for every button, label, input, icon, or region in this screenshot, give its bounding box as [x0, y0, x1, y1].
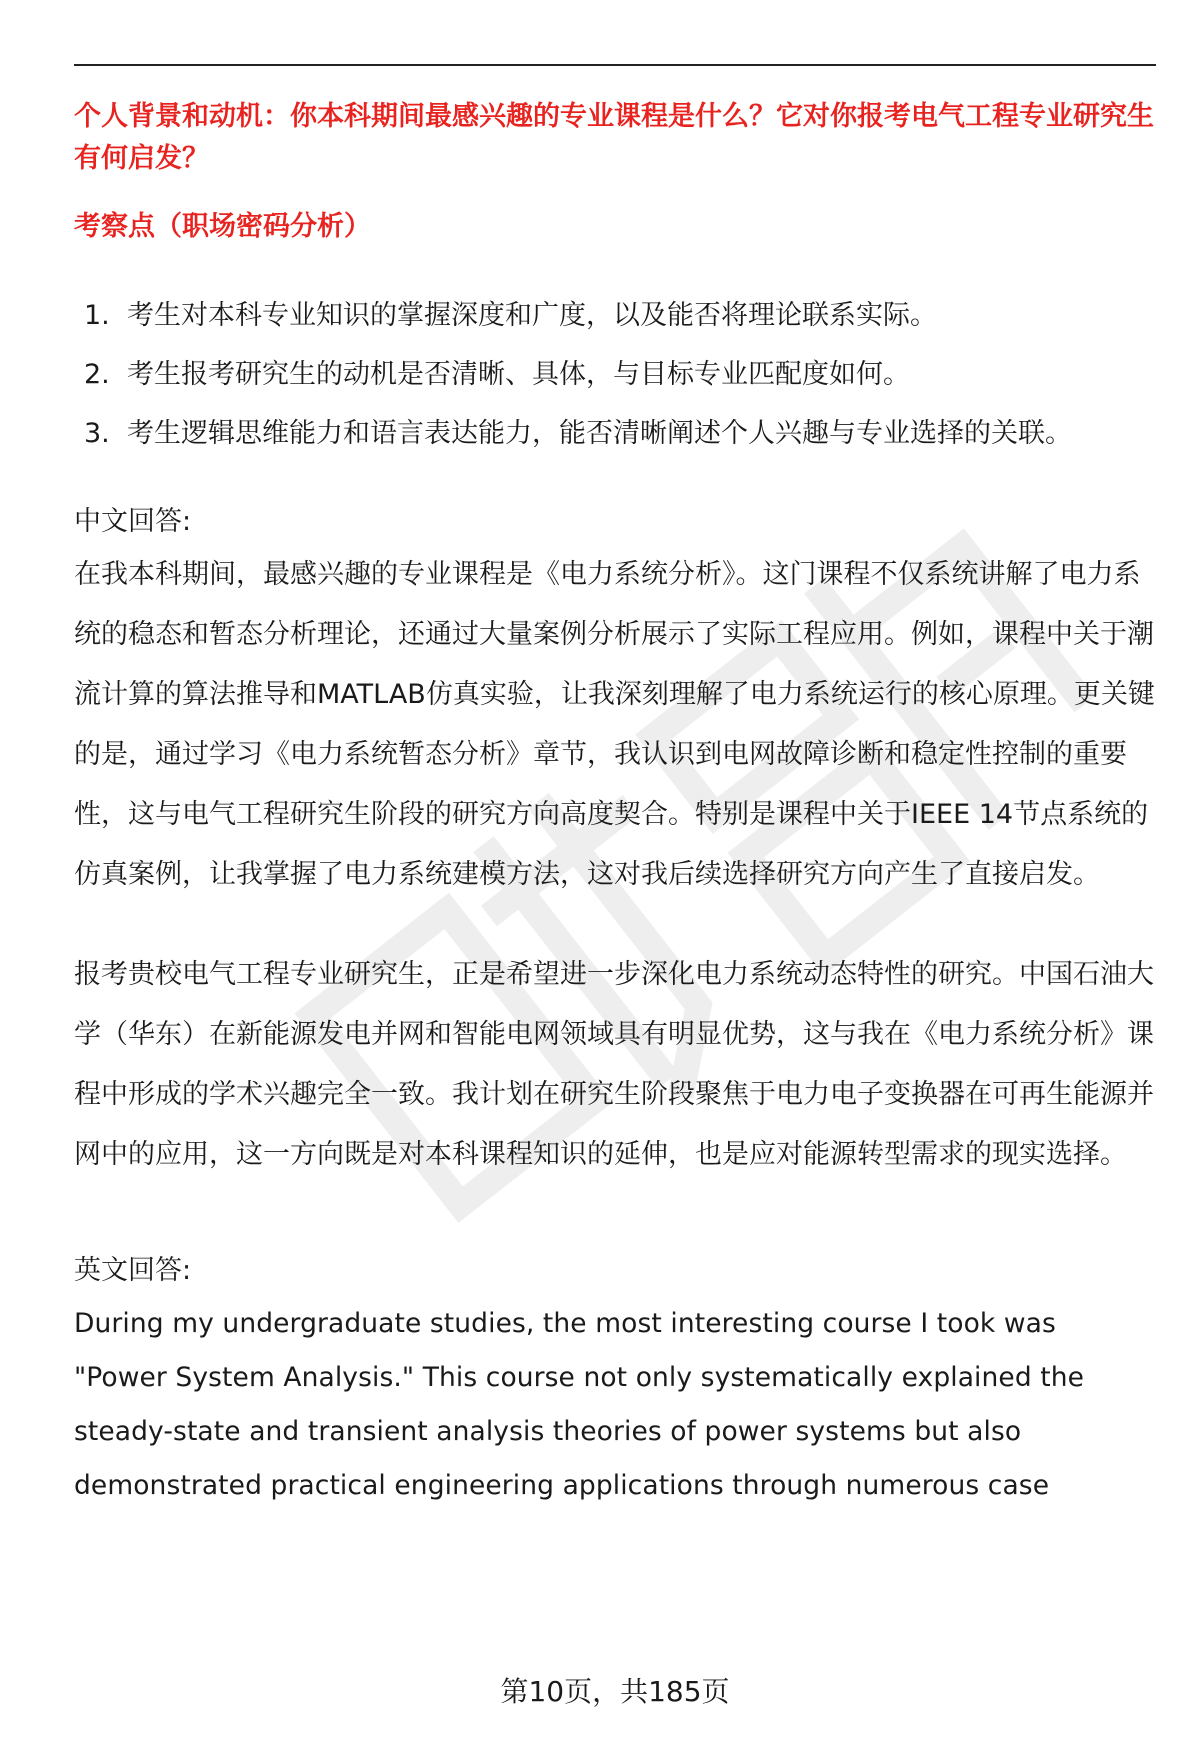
assessment-heading: 考察点（职场密码分析）: [74, 211, 371, 242]
page-number: 第10页，共185页: [500, 1675, 730, 1708]
list-item-number: 1.: [84, 300, 110, 331]
chinese-answer-paragraph-1: 在我本科期间，最感兴趣的专业课程是《电力系统分析》。这门课程不仅系统讲解了电力系统的稳态和暂态分析理论，还通过大量案例分析展示了实际工程应用。例如，课程中关于潮流计算的算法推导和MATLAB仿真实验，让我深刻理解了电力系统运行的核心原理。更关键的是，通过学习《电力系统暂态分析》章节，我认识到电网故障诊断和稳定性控制的重要性，这与电气工程研究生阶段的研究方向高度契合。特别是课程中关于IEEE 14节点系统的仿真案例，让我掌握了电力系统建模方法，这对我后续选择研究方向产生了直接启发。: [74, 559, 1155, 890]
list-item-number: 3.: [84, 418, 110, 449]
chinese-answer-paragraph-2: 报考贵校电气工程专业研究生，正是希望进一步深化电力系统动态特性的研究。中国石油大学（华东）在新能源发电并网和智能电网领域具有明显优势，这与我在《电力系统分析》课程中形成的学术兴趣完全一致。我计划在研究生阶段聚焦于电力电子变换器在可再生能源并网中的应用，这一方向既是对本科课程知识的延伸，也是应对能源转型需求的现实选择。: [74, 959, 1154, 1170]
list-item: [74, 286, 1156, 345]
list-item: [74, 404, 1156, 463]
list-item-number: 2.: [84, 359, 110, 390]
english-answer-line-2: "Power System Analysis." This course not only systematically explained the: [74, 1362, 1085, 1393]
english-answer-line-1: During my undergraduate studies, the most interesting course I took was: [74, 1308, 1056, 1339]
document-page: [74, 0, 1156, 1755]
english-answer-label: 英文回答:: [74, 1255, 192, 1286]
question-title: 个人背景和动机：你本科期间最感兴趣的专业课程是什么？它对你报考电气工程专业研究生有何启发？: [74, 101, 1154, 174]
list-item: [74, 345, 1156, 404]
list-item-text: 考生对本科专业知识的掌握深度和广度，以及能否将理论联系实际。: [127, 300, 937, 331]
english-answer-line-3: steady-state and transient analysis theories of power systems but also: [74, 1416, 1022, 1447]
top-divider: [74, 64, 1156, 66]
assessment-points-list: [74, 286, 1156, 463]
list-item-text: 考生逻辑思维能力和语言表达能力，能否清晰阐述个人兴趣与专业选择的关联。: [127, 418, 1072, 449]
chinese-answer-label: 中文回答:: [74, 506, 192, 537]
english-answer-line-4: demonstrated practical engineering applications through numerous case: [74, 1470, 1050, 1501]
list-item-text: 考生报考研究生的动机是否清晰、具体，与目标专业匹配度如何。: [127, 359, 910, 390]
